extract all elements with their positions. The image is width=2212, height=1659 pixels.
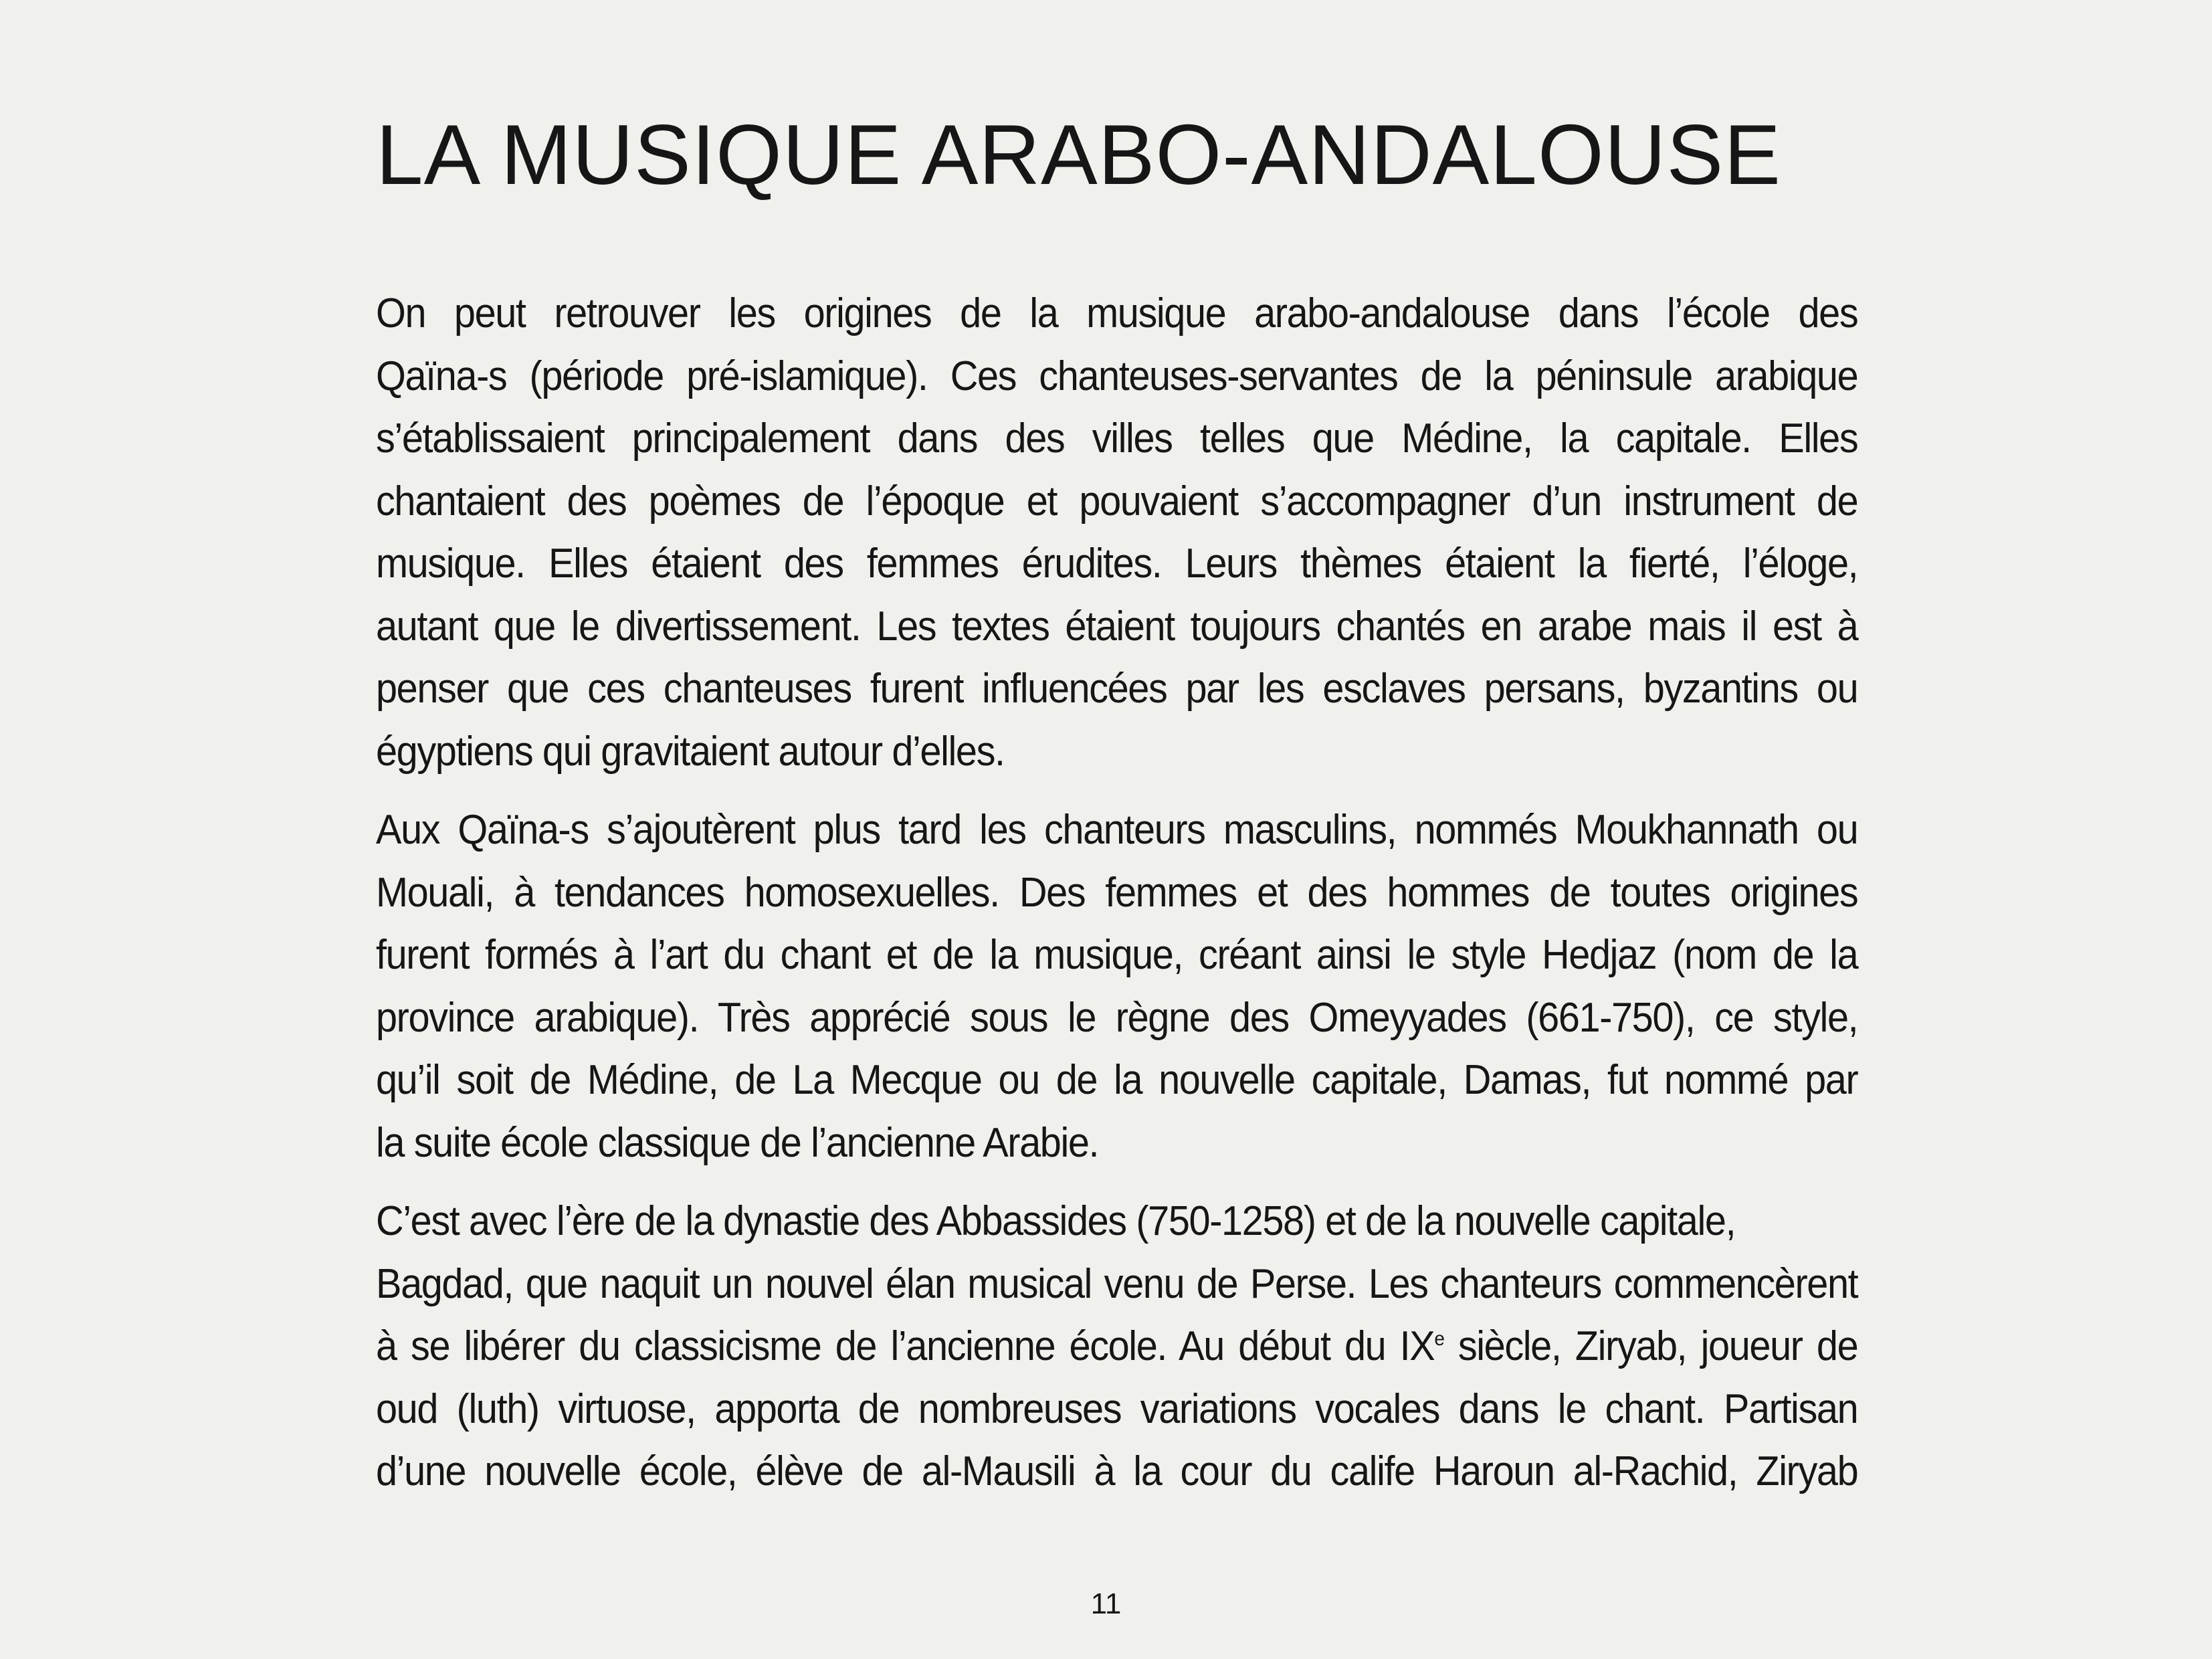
- text-segment: à se libérer du classicisme de l’ancienne école. Au début du IX: [376, 1323, 1435, 1369]
- text-line-with-superscript: [376, 1315, 1857, 1378]
- text-line: Mouali, à tendances homosexuelles. Des femmes et des hommes de toutes origines: [376, 869, 1858, 916]
- text-line: qu’il soit de Médine, de La Mecque ou de la nouvelle capitale, Damas, fut nommé par: [376, 1057, 1858, 1103]
- text-line: s’établissaient principalement dans des villes telles que Médine, la capitale. Elles: [376, 415, 1858, 462]
- text-line: furent formés à l’art du chant et de la musique, créant ainsi le style Hedjaz (nom de la: [376, 932, 1858, 978]
- text-line: province arabique). Très apprécié sous le règne des Omeyyades (661-750), ce style,: [376, 994, 1858, 1041]
- page-title: LA MUSIQUE ARABO-ANDALOUSE: [376, 107, 1781, 202]
- paragraph-1: [376, 282, 1857, 783]
- text-line: Bagdad, que naquit un nouvel élan musical venu de Perse. Les chanteurs commencèrent: [376, 1260, 1858, 1307]
- century-superscript: e: [1434, 1328, 1444, 1350]
- text-line: Aux Qaïna-s s’ajoutèrent plus tard les chanteurs masculins, nommés Moukhannath ou: [376, 807, 1858, 853]
- text-line: C’est avec l’ère de la dynastie des Abbassides (750-1258) et de la nouvelle capitale,: [376, 1198, 1736, 1244]
- text-line: musique. Elles étaient des femmes érudites. Leurs thèmes étaient la fierté, l’éloge,: [376, 541, 1858, 587]
- text-line: autant que le divertissement. Les textes étaient toujours chantés en arabe mais il est à: [376, 603, 1858, 650]
- text-line: On peut retrouver les origines de la musique arabo-andalouse dans l’école des: [376, 290, 1858, 336]
- text-line: chantaient des poèmes de l’époque et pouvaient s’accompagner d’un instrument de: [376, 478, 1858, 524]
- text-line: d’une nouvelle école, élève de al-Mausili à la cour du calife Haroun al-Rachid, Ziryab: [376, 1448, 1858, 1494]
- page-number: 11: [1090, 1587, 1122, 1620]
- text-segment: siècle, Ziryab, joueur de: [1443, 1323, 1858, 1369]
- body-text: [376, 282, 1857, 1519]
- paragraph-3: [376, 1190, 1857, 1503]
- text-line: oud (luth) virtuose, apporta de nombreuses variations vocales dans le chant. Partisan: [376, 1385, 1858, 1432]
- text-line: la suite école classique de l’ancienne Arabie.: [376, 1119, 1099, 1166]
- text-line: Qaïna-s (période pré-islamique). Ces chanteuses-servantes de la péninsule arabique: [376, 353, 1858, 399]
- text-line: égyptiens qui gravitaient autour d’elles.: [376, 728, 1005, 775]
- text-line: penser que ces chanteuses furent influencées par les esclaves persans, byzantins ou: [376, 666, 1858, 712]
- paragraph-2: [376, 799, 1857, 1174]
